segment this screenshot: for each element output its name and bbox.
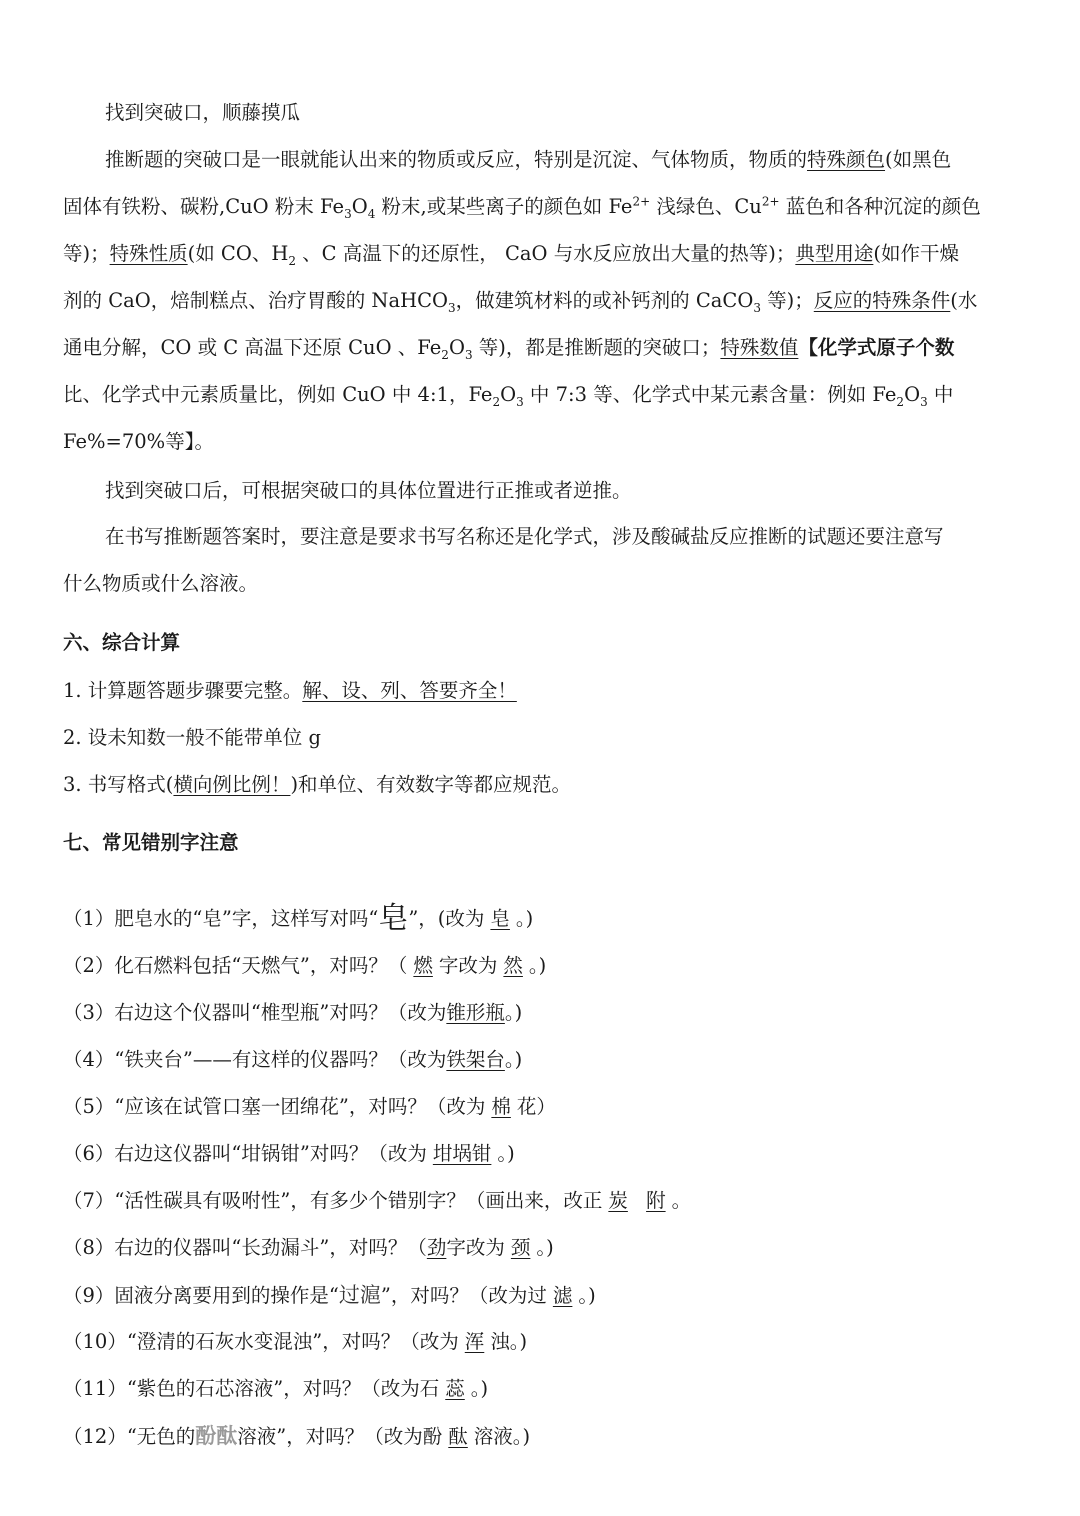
answer-blank: 蕊 [445,1377,465,1400]
answer-blank: 炭 [608,1189,628,1212]
paragraph-after-breakthrough: 找到突破口后，可根据突破口的具体位置进行正推或者逆推。 [105,479,632,502]
p1-line-6: 比、化学式中元素质量比，例如 CuO 中 4:1，$Fe_2O_3$ 中 7:3 等、化学式中某元素含量：例如 $Fe_2O_3$ 中 [63,383,954,409]
typo-item-12: （12）“无色的酚酞溶液”，对吗？（改为酚 酞 溶液。) [63,1421,530,1452]
answer-blank: 滤 [552,1284,573,1307]
p1-line-4: 剂的 CaO，焙制糕点、治疗胃酸的 NaHCO$_3$，做建筑材料的或补钙剂的 CaCO$_3$ 等)；反应的特殊条件(水 [63,289,978,315]
handwritten-word: 过滬 [338,1283,381,1307]
answer-blank: 颈 [510,1236,531,1259]
typo-item-2: （2）化石燃料包括“天燃气”，对吗？（ 燃 字改为 然 。) [63,951,546,981]
typo-item-8: （8）右边的仪器叫“长劲漏斗”，对吗？（劲字改为 颈 。) [63,1233,554,1263]
section-7-title: 七、常见错别字注意 [63,831,239,854]
typo-item-11: （11）“紫色的石芯溶液”，对吗？（改为石 蕊 。) [63,1374,488,1404]
handwritten-char: 皂 [378,901,409,936]
typo-item-6: （6）右边这仪器叫“坩锅钳”对吗？（改为 坩埚钳 。) [63,1139,515,1169]
answer-blank: 酞 [448,1425,468,1448]
answer-blank: 皂 [490,907,510,930]
calc-item-2: 2. 设未知数一般不能带单位 g [63,726,321,749]
p3-line-1: 在书写推断题答案时，要注意是要求书写名称还是化学式，涉及酸碱盐反应推断的试题还要注意写 [105,525,944,548]
underline-special-value: 特殊数值 [720,336,799,359]
answer-blank: 棉 [491,1095,511,1118]
answer-blank: 劲 [426,1236,447,1259]
answer-blank: 燃 [413,954,433,977]
section-6-title: 六、综合计算 [63,631,181,654]
heading-find-breakthrough: 找到突破口，顺藤摸瓜 [105,101,301,124]
faint-word: 酚酞 [195,1424,238,1448]
typo-item-10: （10）“澄清的石灰水变混浊”，对吗？（改为 浑 浊。) [63,1327,527,1357]
underline-special-property: 特殊性质 [109,242,188,265]
p1-line-2: 固体有铁粉、碳粉,CuO 粉末 $Fe_3O_4$ 粉末,或某些离子的颜色如 $Fe^{2+}$ 浅绿色、$Cu^{2+}$ 蓝色和各种沉淀的颜色 [63,194,981,221]
p1-line-3: 等)；特殊性质(如 CO、$H_2$ 、C 高温下的还原性， CaO 与水反应放出大量的热等)；典型用途(如作干燥 [63,242,959,268]
p1-line-1: 推断题的突破口是一眼就能认出来的物质或反应，特别是沉淀、气体物质，物质的特殊颜色(如黑色 [105,148,952,171]
answer-blank: 锥形瓶 [446,1001,505,1024]
typo-item-7: （7）“活性碳具有吸咐性”，有多少个错别字？（画出来，改正 炭 附 。 [63,1186,691,1216]
p1-line-7: Fe%=70%等】。 [63,430,214,453]
typo-item-5: （5）“应该在试管口塞一团绵花”，对吗？（改为 棉 花） [63,1092,556,1122]
answer-blank: 然 [503,954,523,977]
typo-item-3: （3）右边这个仪器叫“椎型瓶”对吗？（改为锥形瓶。) [63,1001,523,1024]
typo-item-1: （1）肥皂水的“皂”字，这样写对吗“皂”，(改为 皂 。) [63,901,534,936]
typo-item-9: （9）固液分离要用到的操作是“过滬”，对吗？（改为过 滤 。) [63,1280,596,1311]
p1-line-5: 通电分解，CO 或 C 高温下还原 CuO 、$Fe_2O_3$ 等)，都是推断题的突破口；特殊数值【化学式原子个数 [63,336,955,362]
underline-special-condition: 反应的特殊条件 [813,289,951,312]
typo-item-4: （4）“铁夹台”——有这样的仪器吗？（改为铁架台。) [63,1048,523,1071]
calc-item-1: 1. 计算题答题步骤要完整。解、设、列、答要齐全！ [63,679,517,702]
underline-special-color: 特殊颜色 [807,148,886,171]
p3-line-2: 什么物质或什么溶液。 [63,572,259,595]
answer-blank: 浑 [464,1330,485,1353]
calc-item-3: 3. 书写格式(横向例比例！)和单位、有效数字等都应规范。 [63,773,572,796]
answer-blank: 铁架台 [446,1048,505,1071]
answer-blank: 附 [646,1189,666,1212]
answer-blank: 坩埚钳 [432,1142,492,1165]
underline-typical-use: 典型用途 [795,242,874,265]
